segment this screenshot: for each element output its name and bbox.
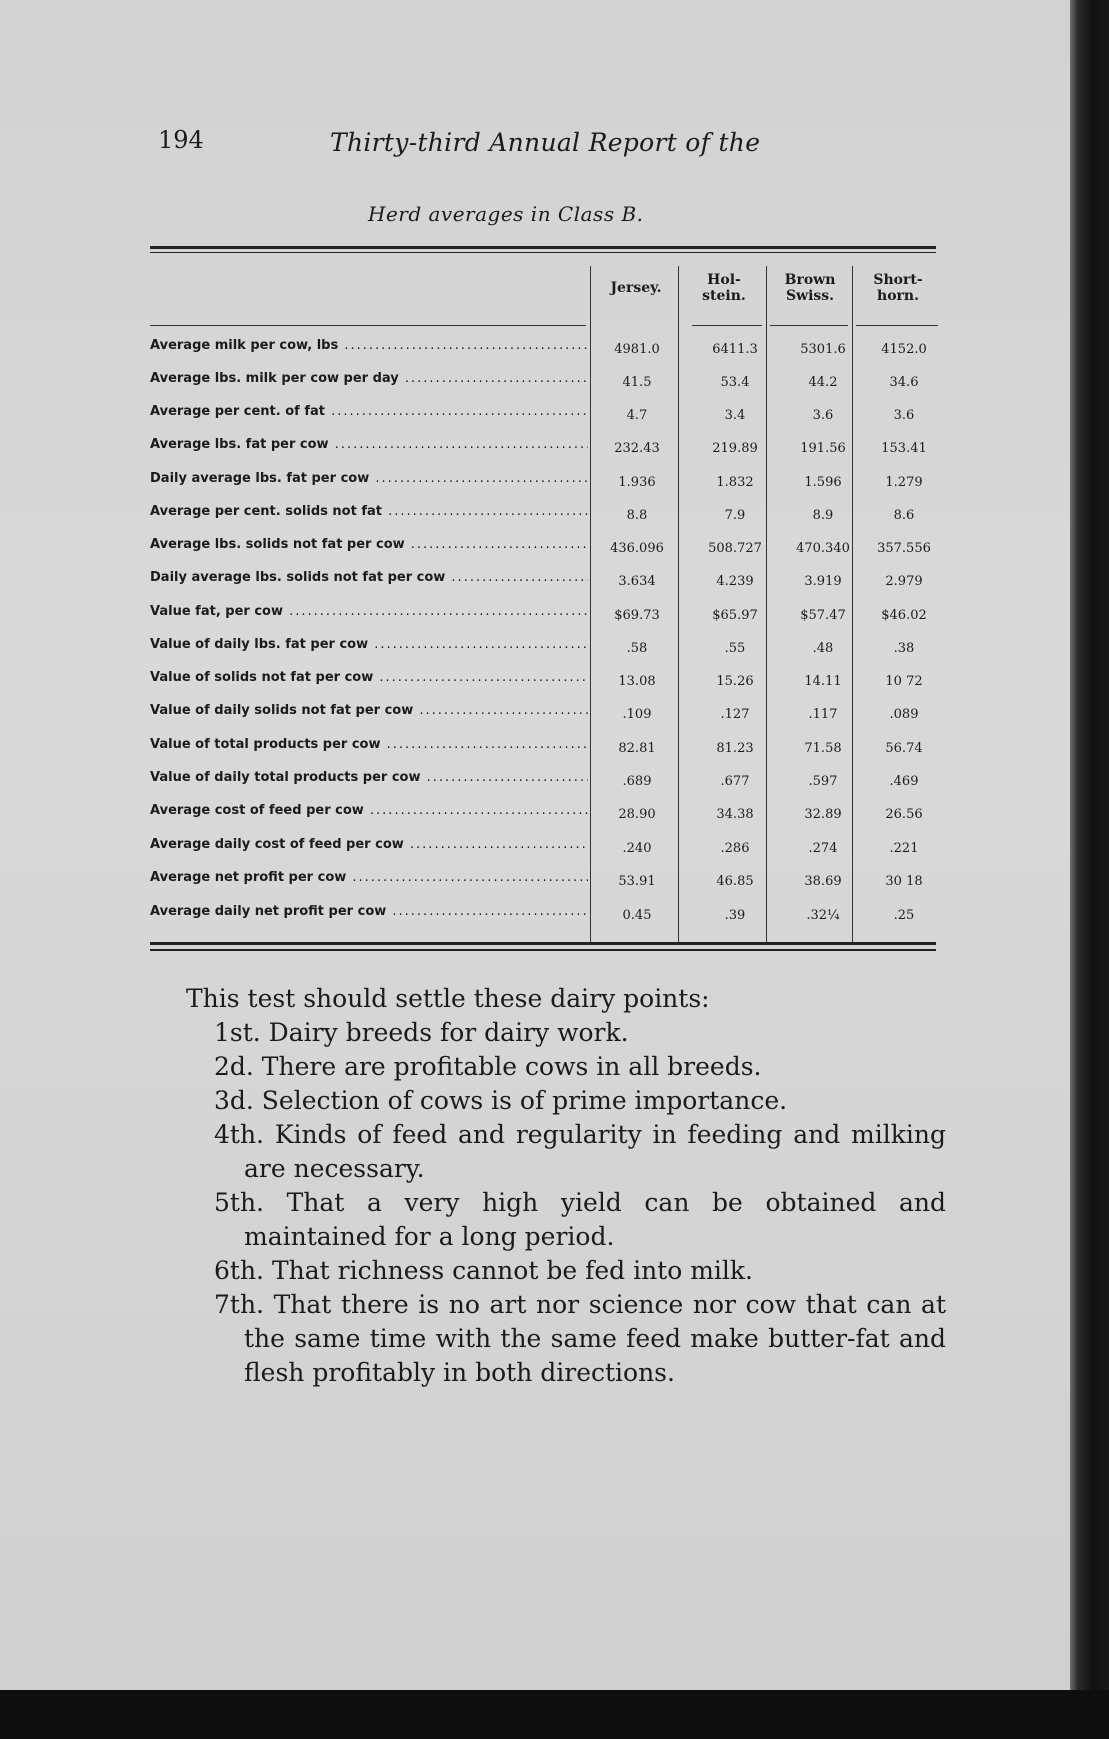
table-row — [150, 504, 940, 534]
cell-brown-swiss: 14.11 — [804, 674, 842, 689]
table-row — [150, 437, 940, 467]
cell-holstein: $65.97 — [712, 608, 758, 623]
table-row — [150, 904, 940, 934]
stub-head-rule — [150, 325, 586, 326]
conclusion-point: 6th. That richness cannot be fed into milk. — [214, 1256, 754, 1285]
cell-holstein: .39 — [724, 908, 746, 923]
cell-shorthorn: 153.41 — [881, 441, 927, 456]
cell-holstein: 3.4 — [724, 408, 746, 423]
table-row — [150, 471, 940, 501]
cell-jersey: .240 — [622, 841, 652, 856]
column-head-rule — [770, 325, 848, 326]
cell-jersey: 436.096 — [610, 541, 664, 556]
cell-holstein: 219.89 — [712, 441, 758, 456]
cell-jersey: 1.936 — [618, 475, 656, 490]
cell-jersey: .689 — [622, 774, 652, 789]
cell-brown-swiss: 8.9 — [812, 508, 834, 523]
cell-holstein: 7.9 — [724, 508, 746, 523]
cell-shorthorn: 357.556 — [877, 541, 931, 556]
cell-jersey: $69.73 — [614, 608, 660, 623]
table-bottom-rule-thin — [150, 949, 936, 951]
cell-brown-swiss: 32.89 — [804, 807, 842, 822]
table-row — [150, 604, 940, 634]
cell-brown-swiss: 71.58 — [804, 741, 842, 756]
row-label: Average lbs. fat per cow ..... — [150, 437, 588, 452]
cell-brown-swiss: 1.596 — [804, 475, 842, 490]
scan-right-edge — [1070, 0, 1109, 1739]
table-row — [150, 404, 940, 434]
row-label: Value of total products per cow ..... — [150, 737, 588, 752]
cell-brown-swiss: .597 — [808, 774, 838, 789]
cell-holstein: 34.38 — [716, 807, 754, 822]
conclusion-point: 2d. There are profitable cows in all breeds. — [214, 1052, 762, 1081]
table-row — [150, 537, 940, 567]
cell-shorthorn: 26.56 — [885, 807, 923, 822]
table-caption: Herd averages in Class B. — [368, 202, 644, 226]
cell-jersey: 28.90 — [618, 807, 656, 822]
row-label: Daily average lbs. solids not fat per cow ..... — [150, 570, 588, 585]
row-label: Value of daily lbs. fat per cow ..... — [150, 637, 588, 652]
row-label: Average net profit per cow ..... — [150, 870, 588, 885]
row-label: Average lbs. solids not fat per cow ..... — [150, 537, 588, 552]
row-label: Value of daily solids not fat per cow ..... — [150, 703, 588, 718]
column-head-rule — [692, 325, 762, 326]
row-label: Daily average lbs. fat per cow ..... — [150, 471, 588, 486]
cell-shorthorn: .221 — [889, 841, 919, 856]
cell-brown-swiss: 5301.6 — [800, 342, 846, 357]
cell-jersey: 82.81 — [618, 741, 656, 756]
cell-shorthorn: 10 72 — [885, 674, 923, 689]
table-row — [150, 870, 940, 900]
cell-brown-swiss: 191.56 — [800, 441, 846, 456]
row-label: Average milk per cow, lbs ..... — [150, 338, 588, 353]
cell-brown-swiss: 3.919 — [804, 574, 842, 589]
table-row — [150, 703, 940, 733]
cell-holstein: 4.239 — [716, 574, 754, 589]
cell-brown-swiss: .32¼ — [806, 908, 840, 923]
row-label: Average daily net profit per cow ..... — [150, 904, 588, 919]
cell-holstein: 1.832 — [716, 475, 754, 490]
cell-holstein: .677 — [720, 774, 750, 789]
conclusion-point: 4th. Kinds of feed and regularity in feeding and milking are necessary. — [214, 1120, 946, 1183]
row-label: Value fat, per cow ..... — [150, 604, 588, 619]
cell-shorthorn: .089 — [889, 707, 919, 722]
conclusion-point: 3d. Selection of cows is of prime importance. — [214, 1086, 788, 1115]
cell-shorthorn: .469 — [889, 774, 919, 789]
cell-brown-swiss: 44.2 — [808, 375, 838, 390]
table-row — [150, 670, 940, 700]
cell-brown-swiss: $57.47 — [800, 608, 846, 623]
running-title: Thirty-third Annual Report of the — [330, 128, 761, 157]
column-header-jersey: Jersey. — [610, 280, 662, 296]
row-label: Average cost of feed per cow ..... — [150, 803, 588, 818]
cell-shorthorn: 34.6 — [889, 375, 919, 390]
cell-holstein: .286 — [720, 841, 750, 856]
row-label: Average daily cost of feed per cow ..... — [150, 837, 588, 852]
row-label: Average per cent. of fat ..... — [150, 404, 588, 419]
table-row — [150, 371, 940, 401]
table-row — [150, 637, 940, 667]
cell-holstein: 53.4 — [720, 375, 750, 390]
table-row — [150, 770, 940, 800]
cell-jersey: 53.91 — [618, 874, 656, 889]
cell-jersey: 232.43 — [614, 441, 660, 456]
column-head-rule — [856, 325, 938, 326]
cell-holstein: 6411.3 — [712, 342, 758, 357]
table-bottom-rule — [150, 942, 936, 945]
cell-shorthorn: 8.6 — [893, 508, 915, 523]
cell-brown-swiss: 38.69 — [804, 874, 842, 889]
cell-jersey: .109 — [622, 707, 652, 722]
cell-jersey: .58 — [626, 641, 648, 656]
conclusion-point: 1st. Dairy breeds for dairy work. — [214, 1018, 629, 1047]
cell-jersey: 8.8 — [626, 508, 648, 523]
cell-holstein: .55 — [724, 641, 746, 656]
cell-shorthorn: 1.279 — [885, 475, 923, 490]
cell-brown-swiss: .117 — [808, 707, 838, 722]
cell-holstein: 15.26 — [716, 674, 754, 689]
cell-shorthorn: 4152.0 — [881, 342, 927, 357]
cell-shorthorn: 3.6 — [893, 408, 915, 423]
cell-holstein: 46.85 — [716, 874, 754, 889]
cell-shorthorn: 30 18 — [885, 874, 923, 889]
table-row — [150, 803, 940, 833]
cell-jersey: 41.5 — [622, 375, 652, 390]
cell-brown-swiss: 470.340 — [796, 541, 850, 556]
cell-brown-swiss: .48 — [812, 641, 834, 656]
table-row — [150, 338, 940, 368]
cell-brown-swiss: 3.6 — [812, 408, 834, 423]
row-label: Value of daily total products per cow ..... — [150, 770, 588, 785]
column-header-shorthorn: Short- horn. — [873, 272, 923, 304]
column-header-brown-swiss: Brown Swiss. — [784, 272, 836, 304]
table-row — [150, 570, 940, 600]
cell-jersey: 3.634 — [618, 574, 656, 589]
cell-jersey: 4.7 — [626, 408, 648, 423]
conclusion-point: 7th. That there is no art nor science nor cow that can at the same time with the same feed make butter-fat and flesh profitably in both directions. — [214, 1290, 946, 1387]
cell-shorthorn: .38 — [893, 641, 915, 656]
table-top-rule — [150, 246, 936, 249]
row-label: Value of solids not fat per cow ..... — [150, 670, 588, 685]
cell-jersey: 0.45 — [622, 908, 652, 923]
cell-shorthorn: 2.979 — [885, 574, 923, 589]
conclusions-intro: This test should settle these dairy points: — [186, 984, 710, 1013]
cell-holstein: .127 — [720, 707, 750, 722]
cell-holstein: 508.727 — [708, 541, 762, 556]
cell-brown-swiss: .274 — [808, 841, 838, 856]
cell-shorthorn: $46.02 — [881, 608, 927, 623]
cell-jersey: 4981.0 — [614, 342, 660, 357]
table-row — [150, 737, 940, 767]
table-top-rule-thin — [150, 252, 936, 253]
cell-jersey: 13.08 — [618, 674, 656, 689]
cell-holstein: 81.23 — [716, 741, 754, 756]
scan-bottom-edge — [0, 1690, 1109, 1739]
table-row — [150, 837, 940, 867]
conclusion-point: 5th. That a very high yield can be obtained and maintained for a long period. — [214, 1188, 946, 1251]
conclusions — [186, 982, 946, 1390]
page-number: 194 — [158, 126, 204, 154]
cell-shorthorn: 56.74 — [885, 741, 923, 756]
row-label: Average lbs. milk per cow per day ..... — [150, 371, 588, 386]
column-header-holstein: Hol- stein. — [702, 272, 746, 304]
cell-shorthorn: .25 — [893, 908, 915, 923]
row-label: Average per cent. solids not fat ..... — [150, 504, 588, 519]
